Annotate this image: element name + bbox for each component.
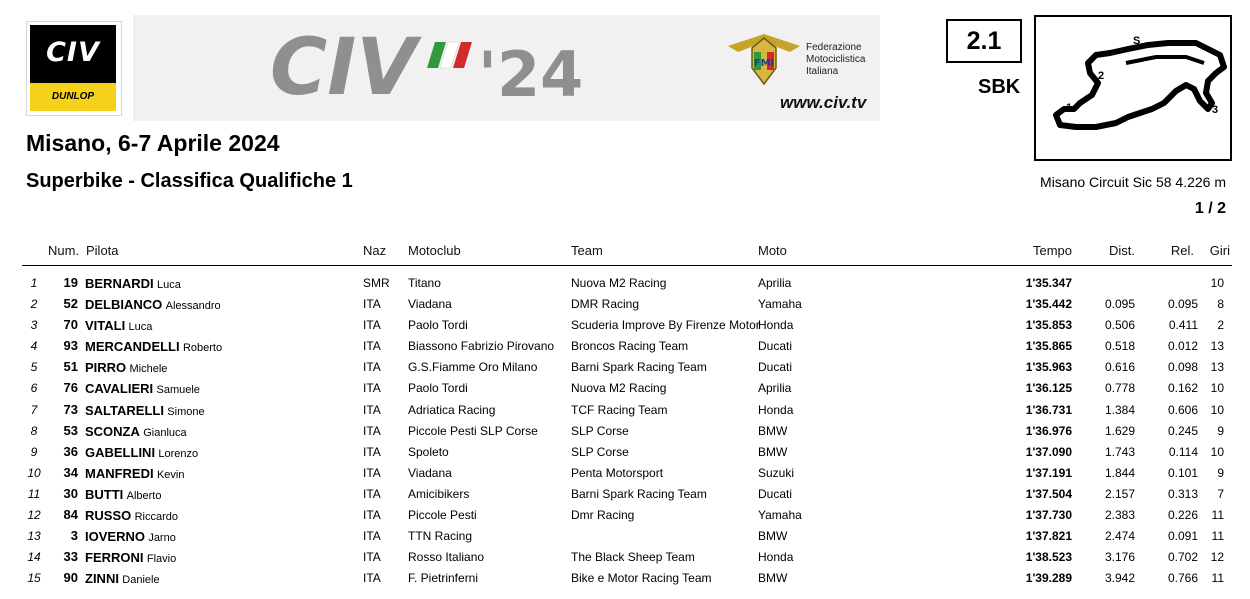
- laps: 12: [1210, 550, 1224, 565]
- table-row: [0, 273, 1250, 294]
- lap-time: 1'37.504: [1025, 486, 1072, 501]
- nationality: ITA: [363, 571, 381, 586]
- laps: 10: [1210, 381, 1224, 396]
- team: TCF Racing Team: [571, 402, 668, 417]
- header-moto: Moto: [758, 243, 787, 258]
- gap-previous: 0.114: [1168, 444, 1198, 459]
- venue-date-title: Misano, 6-7 Aprile 2024: [26, 130, 280, 156]
- gap-leader: 1.629: [1104, 423, 1135, 438]
- rider-name: [85, 360, 167, 375]
- gap-previous: 0.012: [1167, 339, 1198, 354]
- nationality: ITA: [363, 444, 381, 459]
- gap-leader: 1.844: [1104, 465, 1135, 480]
- position: 5: [30, 360, 38, 375]
- position: 15: [27, 571, 41, 586]
- class-name: SBK: [978, 76, 1021, 98]
- position: 8: [30, 423, 38, 438]
- gap-leader: 2.383: [1104, 508, 1135, 523]
- track-map: [1034, 15, 1232, 161]
- position: 1: [30, 276, 38, 290]
- motoclub: Viadana: [408, 465, 452, 480]
- rider-surname: SCONZA: [85, 423, 140, 439]
- position: 6: [30, 381, 38, 396]
- rider-number: 93: [63, 338, 78, 354]
- rider-surname: GABELLINI: [85, 444, 156, 460]
- rider-surname: ZINNI: [85, 571, 119, 587]
- gap-leader: 3.942: [1104, 571, 1135, 586]
- gap-leader: 0.506: [1104, 318, 1135, 333]
- nationality: ITA: [363, 402, 381, 417]
- table-row: [0, 421, 1250, 442]
- lap-time: 1'35.442: [1025, 297, 1072, 312]
- page-number: 1 / 2: [1194, 200, 1226, 217]
- rider-name: [85, 508, 178, 523]
- gap-leader: 2.474: [1104, 529, 1135, 544]
- rider-firstname: Luca: [156, 279, 181, 291]
- motoclub: F. Pietrinferni: [408, 571, 479, 586]
- nationality: ITA: [363, 529, 381, 544]
- rider-number: 53: [63, 422, 78, 438]
- lap-time: 1'35.865: [1025, 339, 1072, 354]
- rider-surname: BERNARDI: [85, 276, 154, 291]
- position: 7: [30, 402, 38, 417]
- lap-time: 1'36.976: [1025, 423, 1072, 438]
- rider-number: 30: [63, 485, 78, 501]
- rider-firstname: Michele: [129, 363, 168, 376]
- gap-previous: 0.766: [1167, 571, 1198, 586]
- motoclub: Rosso Italiano: [408, 550, 485, 565]
- session-title: Superbike - Classifica Qualifiche 1: [26, 170, 353, 192]
- laps: 11: [1211, 508, 1224, 523]
- fmi-emblem-icon: [724, 28, 804, 90]
- motoclub: TTN Racing: [408, 529, 473, 544]
- motoclub: Titano: [408, 276, 441, 290]
- nationality: ITA: [363, 508, 381, 523]
- team: DMR Racing: [571, 297, 640, 312]
- gap-leader: 1.743: [1104, 444, 1135, 459]
- nationality: ITA: [363, 360, 381, 375]
- header-motoclub: Motoclub: [408, 243, 461, 258]
- team: Bike e Motor Racing Team: [571, 571, 712, 586]
- header-dist: Dist.: [1109, 243, 1135, 258]
- federation-line: Italiana: [806, 66, 839, 77]
- table-row: [0, 378, 1250, 399]
- rider-name: [85, 276, 181, 291]
- position: 3: [30, 318, 38, 333]
- team: SLP Corse: [571, 423, 629, 438]
- position: 2: [30, 297, 38, 312]
- motoclub: Biassono Fabrizio Pirovano: [408, 339, 555, 354]
- rider-firstname: Riccardo: [134, 511, 178, 524]
- position: 12: [27, 508, 41, 523]
- rider-name: [85, 466, 184, 481]
- table-row: [0, 336, 1250, 357]
- team: Broncos Racing Team: [571, 339, 689, 354]
- lap-time: 1'37.821: [1025, 529, 1072, 544]
- rider-surname: RUSSO: [85, 508, 132, 524]
- gap-leader: 1.384: [1104, 402, 1135, 417]
- table-row: [0, 547, 1250, 568]
- position: 11: [27, 486, 41, 501]
- rider-name: [85, 339, 222, 354]
- header-team: Team: [571, 243, 603, 258]
- track-label-start: S: [1133, 35, 1141, 47]
- position: 13: [27, 529, 41, 544]
- federation-line: Motociclistica: [806, 54, 866, 65]
- rider-surname: PIRRO: [85, 360, 127, 376]
- header-naz: Naz: [363, 243, 387, 258]
- lap-time: 1'36.125: [1025, 381, 1072, 396]
- nationality: SMR: [363, 276, 390, 290]
- rider-firstname: Flavio: [146, 553, 177, 566]
- motorcycle: Ducati: [758, 360, 793, 375]
- rider-firstname: Gianluca: [143, 426, 187, 439]
- table-row: [0, 526, 1250, 547]
- gap-leader: 3.176: [1104, 550, 1135, 565]
- federation-line: Federazione: [806, 42, 862, 53]
- rider-firstname: Jarno: [148, 532, 176, 545]
- rider-number: 90: [63, 570, 78, 586]
- header-giri: Giri: [1209, 243, 1230, 258]
- track-layout-icon: [1036, 17, 1230, 159]
- position: 10: [27, 465, 41, 480]
- fmi-abbreviation: FMI: [753, 58, 775, 69]
- motoclub: Amicibikers: [408, 486, 470, 501]
- motorcycle: Suzuki: [758, 465, 795, 480]
- motorcycle: Honda: [758, 550, 794, 565]
- rider-firstname: Kevin: [156, 468, 185, 481]
- rider-name: [85, 445, 198, 460]
- gap-previous: 0.091: [1167, 529, 1198, 544]
- rider-number: 19: [63, 275, 78, 290]
- rider-surname: SALTARELLI: [85, 402, 164, 418]
- rider-firstname: Alberto: [126, 489, 162, 502]
- track-label-3: 3: [1212, 104, 1219, 116]
- lap-time: 1'35.963: [1025, 360, 1072, 375]
- rider-number: 73: [63, 401, 78, 417]
- rider-surname: VITALI: [85, 318, 126, 334]
- rider-name: [85, 550, 176, 565]
- rider-surname: BUTTI: [85, 486, 124, 502]
- rider-name: [85, 318, 152, 333]
- rider-name: [85, 424, 187, 439]
- header-divider: [22, 265, 1232, 266]
- team: SLP Corse: [571, 444, 629, 459]
- nationality: ITA: [363, 486, 381, 501]
- nationality: ITA: [363, 297, 381, 312]
- lap-time: 1'37.090: [1025, 444, 1072, 459]
- motorcycle: Yamaha: [758, 508, 802, 523]
- motorcycle: Aprilia: [758, 276, 792, 290]
- rider-number: 76: [63, 380, 78, 396]
- rider-number: 33: [63, 549, 78, 565]
- rider-number: 84: [63, 507, 78, 523]
- rider-name: [85, 487, 161, 502]
- table-row: [0, 400, 1250, 421]
- civ-logo-text: CIV: [46, 37, 100, 68]
- motoclub: Viadana: [408, 297, 452, 312]
- laps: 10: [1210, 444, 1224, 459]
- laps: 13: [1210, 360, 1224, 375]
- motoclub: Paolo Tordi: [408, 318, 468, 333]
- motoclub: Adriatica Racing: [408, 402, 496, 417]
- team: Dmr Racing: [571, 508, 635, 523]
- rider-name: [85, 529, 176, 544]
- motorcycle: Aprilia: [758, 381, 792, 396]
- circuit-info: Misano Circuit Sic 58 4.226 m: [1040, 174, 1226, 190]
- gap-leader: 0.616: [1104, 360, 1135, 375]
- laps: 10: [1210, 402, 1224, 417]
- laps: 13: [1210, 339, 1224, 354]
- motoclub: G.S.Fiamme Oro Milano: [408, 360, 538, 375]
- header-pilota: Pilota: [86, 243, 119, 258]
- rider-number: 70: [63, 317, 78, 333]
- gap-previous: 0.702: [1167, 550, 1198, 565]
- team: Nuova M2 Racing: [571, 381, 667, 396]
- nationality: ITA: [363, 381, 381, 396]
- rider-name: [85, 571, 160, 586]
- rider-firstname: Simone: [167, 405, 205, 418]
- track-label-2: 2: [1098, 70, 1105, 82]
- gap-previous: 0.098: [1167, 360, 1198, 375]
- laps: 10: [1210, 276, 1224, 290]
- motorcycle: BMW: [758, 423, 788, 438]
- laps: 11: [1211, 571, 1224, 586]
- team: Barni Spark Racing Team: [571, 360, 707, 375]
- motorcycle: BMW: [758, 529, 788, 544]
- table-row: [0, 505, 1250, 526]
- position: 9: [30, 444, 38, 459]
- laps: 11: [1211, 529, 1224, 544]
- table-row: [0, 463, 1250, 484]
- rider-firstname: Daniele: [122, 574, 160, 587]
- laps: 9: [1217, 465, 1224, 480]
- gap-leader: 0.095: [1104, 297, 1135, 312]
- team: Nuova M2 Racing: [571, 276, 667, 290]
- gap-leader: 0.778: [1104, 381, 1135, 396]
- rider-firstname: Roberto: [182, 342, 223, 355]
- results-table: [0, 273, 1250, 589]
- motorcycle: Honda: [758, 318, 794, 333]
- track-inner-section: [1126, 57, 1204, 63]
- header-rel: Rel.: [1170, 243, 1194, 258]
- rider-surname: IOVERNO: [85, 529, 145, 545]
- table-row: [0, 357, 1250, 378]
- gap-previous: 0.226: [1167, 508, 1198, 523]
- motorcycle: BMW: [758, 444, 788, 459]
- rider-surname: DELBIANCO: [85, 297, 163, 313]
- rider-number: 34: [63, 464, 78, 480]
- year-text: '24: [478, 38, 584, 108]
- civ-logo-word: CIV: [270, 28, 417, 108]
- gap-leader: 0.518: [1104, 339, 1135, 354]
- laps: 2: [1217, 318, 1224, 333]
- lap-time: 1'36.731: [1025, 402, 1072, 417]
- gap-previous: 0.313: [1167, 486, 1198, 501]
- lap-time: 1'37.191: [1025, 465, 1072, 480]
- rider-surname: CAVALIERI: [85, 381, 154, 397]
- nationality: ITA: [363, 550, 381, 565]
- team: Penta Motorsport: [571, 465, 664, 480]
- gap-previous: 0.101: [1167, 465, 1198, 480]
- nationality: ITA: [363, 465, 381, 480]
- motorcycle: Ducati: [758, 486, 793, 501]
- lap-time: 1'39.289: [1025, 571, 1072, 586]
- rider-name: [85, 381, 200, 396]
- rider-firstname: Samuele: [156, 384, 200, 397]
- rider-number: 36: [63, 443, 78, 459]
- gap-previous: 0.095: [1167, 297, 1198, 312]
- gap-previous: 0.411: [1168, 318, 1198, 333]
- motoclub: Spoleto: [408, 444, 449, 459]
- rider-name: [85, 403, 205, 418]
- class-code-box: 2.1: [946, 19, 1022, 63]
- team: Scuderia Improve By Firenze Motor: [571, 318, 760, 333]
- rider-number: 51: [63, 359, 78, 375]
- gap-previous: 0.162: [1167, 381, 1198, 396]
- rider-surname: MERCANDELLI: [85, 339, 180, 355]
- motoclub: Piccole Pesti: [408, 508, 477, 523]
- table-row: [0, 442, 1250, 463]
- rider-number: 52: [63, 296, 78, 312]
- laps: 8: [1217, 297, 1224, 312]
- header-num: Num.: [48, 243, 80, 258]
- rider-firstname: Alessandro: [165, 300, 221, 313]
- nationality: ITA: [363, 339, 381, 354]
- motoclub: Piccole Pesti SLP Corse: [408, 423, 538, 438]
- motorcycle: Honda: [758, 402, 794, 417]
- federation-name: [806, 42, 865, 78]
- motorcycle: Ducati: [758, 339, 793, 354]
- civ-24-logo: [270, 28, 610, 108]
- track-outline: [1056, 43, 1224, 127]
- rider-surname: FERRONI: [85, 550, 144, 566]
- lap-time: 1'38.523: [1025, 550, 1072, 565]
- nationality: ITA: [363, 318, 381, 333]
- rider-number: 3: [70, 528, 78, 544]
- rider-firstname: Lorenzo: [158, 447, 199, 460]
- rider-surname: MANFREDI: [85, 465, 154, 481]
- track-label-1: 1: [1066, 102, 1073, 114]
- nationality: ITA: [363, 423, 381, 438]
- table-row: [0, 568, 1250, 589]
- gap-previous: 0.606: [1167, 402, 1198, 417]
- civ-dunlop-logo: [26, 21, 122, 116]
- lap-time: 1'35.853: [1025, 318, 1072, 333]
- header-tempo: Tempo: [1032, 243, 1072, 258]
- gap-leader: 2.157: [1104, 486, 1135, 501]
- table-row: [0, 315, 1250, 336]
- table-row: [0, 484, 1250, 505]
- motoclub: Paolo Tordi: [408, 381, 468, 396]
- motorcycle: Yamaha: [758, 297, 802, 312]
- gap-previous: 0.245: [1167, 423, 1198, 438]
- laps: 9: [1217, 423, 1224, 438]
- lap-time: 1'35.347: [1025, 276, 1072, 290]
- position: 4: [30, 339, 38, 354]
- dunlop-logo-text: DUNLOP: [51, 91, 95, 102]
- team: Barni Spark Racing Team: [571, 486, 707, 501]
- table-row: [0, 294, 1250, 315]
- rider-firstname: Luca: [128, 321, 153, 334]
- lap-time: 1'37.730: [1025, 508, 1072, 523]
- rider-name: [85, 297, 221, 312]
- website-url: www.civ.tv: [780, 93, 867, 112]
- position: 14: [27, 550, 41, 565]
- motorcycle: BMW: [758, 571, 788, 586]
- team: The Black Sheep Team: [571, 550, 695, 565]
- laps: 7: [1217, 486, 1224, 501]
